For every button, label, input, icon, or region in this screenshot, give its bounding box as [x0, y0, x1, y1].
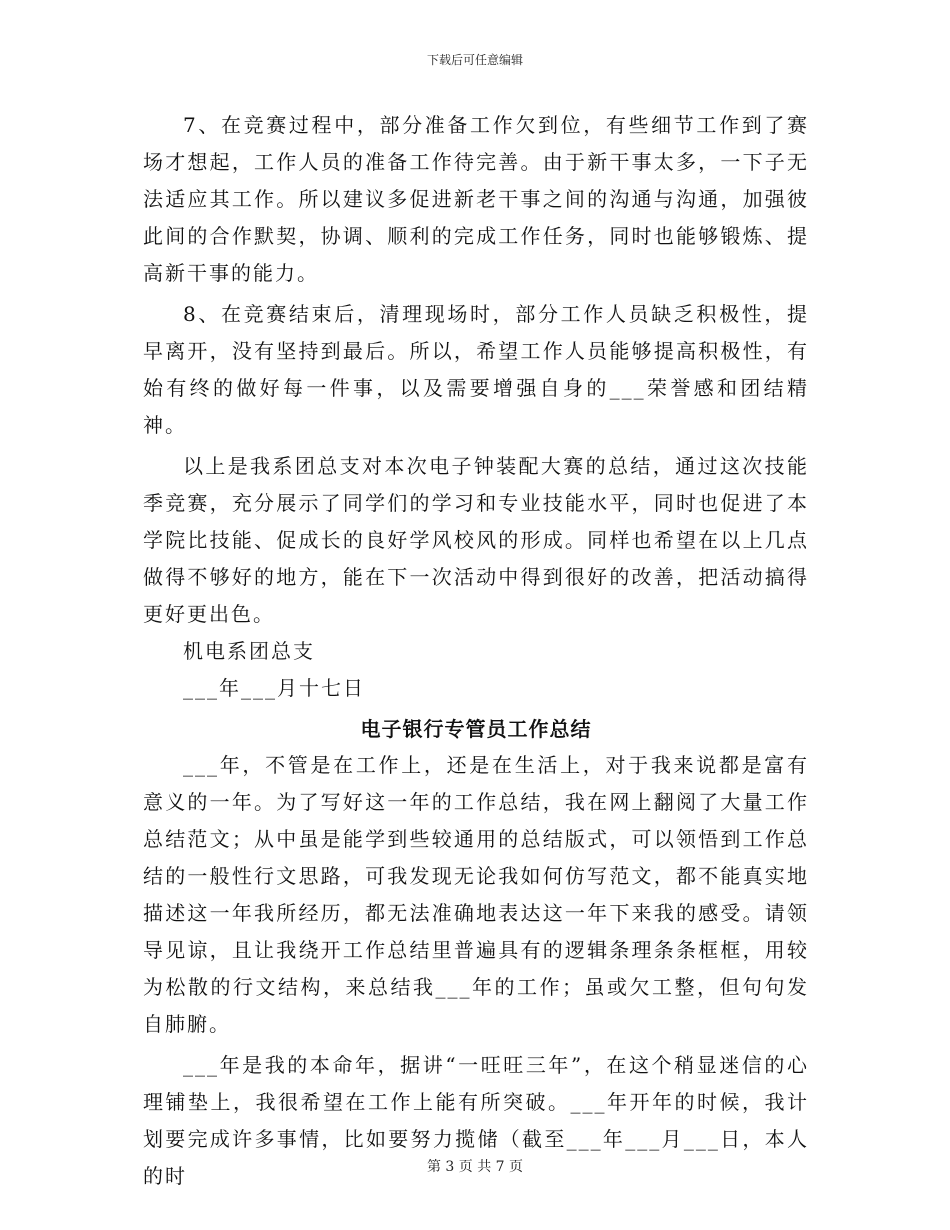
paragraph-summary: 以上是我系团总支对本次电子钟装配大赛的总结，通过这次技能季竞赛，充分展示了同学们的学习和专业技能水平，同时也促进了本学院比技能、促成长的良好学风校风的形成。同样也希望在以上几点做得不够好的地方，能在下一次活动中得到很好的改善，把活动搞得更好更出色。	[143, 454, 809, 626]
document-body	[143, 107, 809, 1195]
signature-date: ___年___月十七日	[183, 676, 365, 700]
paragraph-birth-year: ___年是我的本命年，据讲“一旺旺三年”，在这个稍显迷信的心理铺垫上，我很希望在工作上能有所突破。___年开年的时候，我计划要完成许多事情，比如要努力揽储（截至___年___月___日，本人的时	[143, 1053, 809, 1188]
paragraph-item-7: 7、在竞赛过程中，部分准备工作欠到位，有些细节工作到了赛场才想起，工作人员的准备工作待完善。由于新干事太多，一下子无法适应其工作。所以建议多促进新老干事之间的沟通与沟通，加强彼此间的合作默契，协调、顺利的完成工作任务，同时也能够锻炼、提高新干事的能力。	[143, 113, 809, 285]
page-footer: 第 3 页 共 7 页	[426, 1159, 524, 1175]
paragraph-intro: ___年，不管是在工作上，还是在生活上，对于我来说都是富有意义的一年。为了写好这一年的工作总结，我在网上翻阅了大量工作总结范文；从中虽是能学到些较通用的总结版式，可以领悟到工作总结的一般性行文思路，可我发现无论我如何仿写范文，都不能真实地描述这一年我所经历，都无法准确地表达这一年下来我的感受。请领导见谅，且让我绕开工作总结里普遍具有的逻辑条理条条框框，用较为松散的行文结构，来总结我___年的工作；虽或欠工整，但句句发自肺腑。	[143, 753, 809, 1036]
section-title: 电子银行专管员工作总结	[360, 717, 592, 741]
paragraph-item-8: 8、在竞赛结束后，清理现场时，部分工作人员缺乏积极性，提早离开，没有坚持到最后。所以，希望工作人员能够提高积极性，有始有终的做好每一件事，以及需要增强自身的___荣誉感和团结精神。	[143, 302, 809, 437]
page-header: 下载后可任意编辑	[426, 53, 523, 67]
signature-organization: 机电系团总支	[183, 639, 315, 663]
